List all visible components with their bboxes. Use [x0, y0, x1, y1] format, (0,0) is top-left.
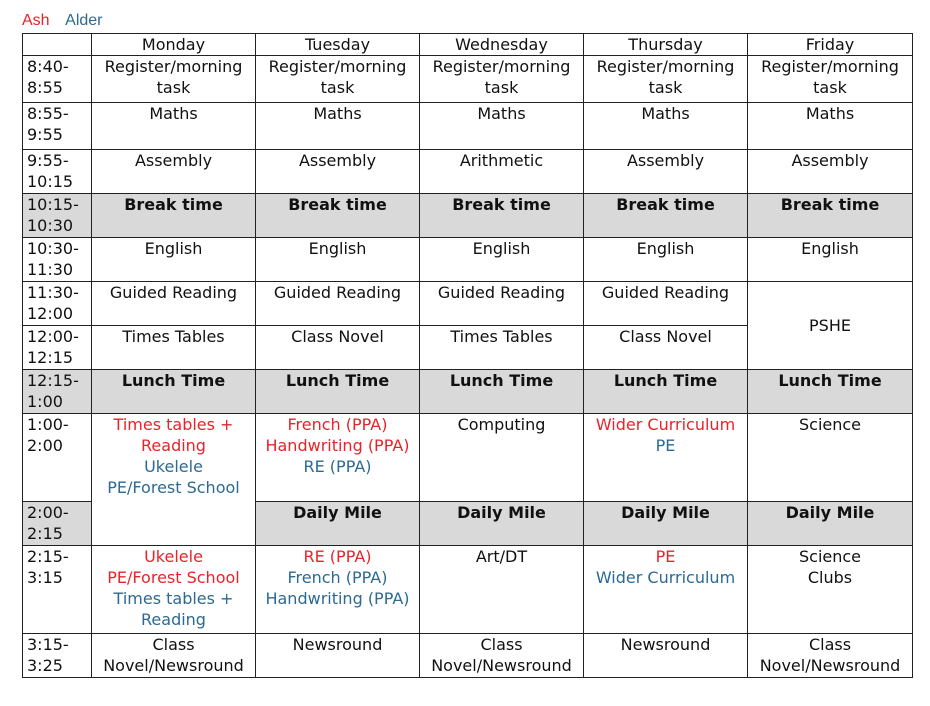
row-break [23, 194, 913, 238]
cell-wed: Art/DT [420, 546, 584, 634]
cell-fri: Assembly [748, 150, 913, 194]
cell-fri: Daily Mile [748, 502, 913, 546]
row-lunch [23, 370, 913, 414]
cell-mon: Register/morning task [92, 56, 256, 103]
cell-tue: Guided Reading [256, 282, 420, 326]
row-1130 [23, 282, 913, 326]
cell-fri: Science Clubs [748, 546, 913, 634]
time-cell: 3:15- 3:25 [23, 634, 92, 678]
cell-fri: Science [748, 414, 913, 502]
time-cell: 1:00- 2:00 [23, 414, 92, 502]
cell-wed: Times Tables [420, 326, 584, 370]
cell-wed: Daily Mile [420, 502, 584, 546]
cell-wed: Class Novel/Newsround [420, 634, 584, 678]
time-cell: 12:00- 12:15 [23, 326, 92, 370]
cell-mon: Break time [92, 194, 256, 238]
time-cell: 10:15- 10:30 [23, 194, 92, 238]
day-friday: Friday [748, 34, 913, 56]
cell-thu: Wider Curriculum PE [584, 414, 748, 502]
cell-wed: Break time [420, 194, 584, 238]
row-0100 [23, 414, 913, 502]
cell-fri: Break time [748, 194, 913, 238]
cell-tue: Break time [256, 194, 420, 238]
cell-fri: Class Novel/Newsround [748, 634, 913, 678]
cell-mon: Lunch Time [92, 370, 256, 414]
cell-thu: Assembly [584, 150, 748, 194]
cell-tue: Maths [256, 103, 420, 150]
cell-wed: Guided Reading [420, 282, 584, 326]
header-row [23, 34, 913, 56]
cell-wed: Arithmetic [420, 150, 584, 194]
cell-thu: Guided Reading [584, 282, 748, 326]
cell-thu: Maths [584, 103, 748, 150]
cell-wed: Maths [420, 103, 584, 150]
cell-wed: Register/morning task [420, 56, 584, 103]
day-tuesday: Tuesday [256, 34, 420, 56]
time-cell: 10:30- 11:30 [23, 238, 92, 282]
cell-mon: Guided Reading [92, 282, 256, 326]
day-thursday: Thursday [584, 34, 748, 56]
time-cell: 8:55- 9:55 [23, 103, 92, 150]
row-1030 [23, 238, 913, 282]
time-cell: 9:55- 10:15 [23, 150, 92, 194]
cell-mon: Class Novel/Newsround [92, 634, 256, 678]
cell-wed: Lunch Time [420, 370, 584, 414]
cell-mon-afternoon: Times tables + Reading Ukelele PE/Forest School [92, 414, 256, 546]
row-0215 [23, 546, 913, 634]
cell-thu: English [584, 238, 748, 282]
time-cell: 12:15- 1:00 [23, 370, 92, 414]
cell-tue: Class Novel [256, 326, 420, 370]
time-cell: 8:40- 8:55 [23, 56, 92, 103]
cell-mon: Assembly [92, 150, 256, 194]
day-monday: Monday [92, 34, 256, 56]
cell-mon: English [92, 238, 256, 282]
time-cell: 11:30- 12:00 [23, 282, 92, 326]
cell-mon: Ukelele PE/Forest School Times tables + Reading [92, 546, 256, 634]
row-0315 [23, 634, 913, 678]
legend-alder: Alder [65, 12, 103, 29]
cell-tue: Assembly [256, 150, 420, 194]
row-0855 [23, 103, 913, 150]
cell-thu: Break time [584, 194, 748, 238]
cell-tue: Daily Mile [256, 502, 420, 546]
cell-thu: Lunch Time [584, 370, 748, 414]
corner-cell [23, 34, 92, 56]
legend-ash: Ash [22, 12, 50, 29]
cell-mon: Times Tables [92, 326, 256, 370]
row-0840 [23, 56, 913, 103]
cell-tue: English [256, 238, 420, 282]
cell-tue: Register/morning task [256, 56, 420, 103]
time-cell: 2:15- 3:15 [23, 546, 92, 634]
cell-tue: Lunch Time [256, 370, 420, 414]
cell-thu: Register/morning task [584, 56, 748, 103]
cell-thu: PE Wider Curriculum [584, 546, 748, 634]
cell-fri: Register/morning task [748, 56, 913, 103]
cell-thu: Daily Mile [584, 502, 748, 546]
cell-thu: Newsround [584, 634, 748, 678]
cell-fri: English [748, 238, 913, 282]
row-0955 [23, 150, 913, 194]
cell-tue: French (PPA) Handwriting (PPA) RE (PPA) [256, 414, 420, 502]
timetable [22, 33, 913, 678]
cell-fri: Lunch Time [748, 370, 913, 414]
cell-wed: English [420, 238, 584, 282]
cell-mon: Maths [92, 103, 256, 150]
cell-tue: Newsround [256, 634, 420, 678]
cell-fri: Maths [748, 103, 913, 150]
legend [22, 12, 115, 30]
cell-wed: Computing [420, 414, 584, 502]
cell-fri-pshe: PSHE [748, 282, 913, 370]
day-wednesday: Wednesday [420, 34, 584, 56]
time-cell: 2:00- 2:15 [23, 502, 92, 546]
cell-thu: Class Novel [584, 326, 748, 370]
cell-tue: RE (PPA) French (PPA) Handwriting (PPA) [256, 546, 420, 634]
